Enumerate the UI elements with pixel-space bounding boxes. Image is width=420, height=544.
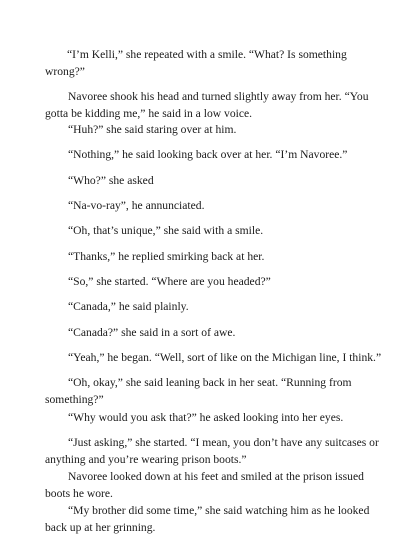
paragraph-7: “Oh, that’s unique,” she said with a smile. [68,224,264,237]
paragraph-1: “I’m Kelli,” she repeated with a smile. “What? Is something wrong?” [45,48,347,78]
paragraph-11: “Canada?” she said in a sort of awe. [68,326,236,339]
paragraph-3: “Huh?” she said staring over at him. [68,123,237,136]
paragraph-14: “Why would you ask that?” he asked looking into her eyes. [68,411,344,424]
paragraph-12: “Yeah,” he began. “Well, sort of like on the Michigan line, I think.” [68,351,382,364]
paragraph-9: “So,” she started. “Where are you headed?” [68,275,271,288]
paragraph-10: “Canada,” he said plainly. [68,300,189,313]
paragraph-17: “My brother did some time,” she said watching him as he looked back up at her grinning. [45,504,370,534]
paragraph-13: “Oh, okay,” she said leaning back in her seat. “Running from something?” [45,376,352,406]
paragraph-16: Navoree looked down at his feet and smiled at the prison issued boots he wore. [45,470,364,500]
paragraph-2: Navoree shook his head and turned slightly away from her. “You gotta be kidding me,” he said in a low voice. [45,90,369,120]
paragraph-4: “Nothing,” he said looking back over at her. “I’m Navoree.” [68,148,348,161]
paragraph-15: “Just asking,” she started. “I mean, you don’t have any suitcases or anything and you’re wearing prison boots.” [45,436,379,466]
paragraph-8: “Thanks,” he replied smirking back at her. [68,250,265,263]
paragraph-5: “Who?” she asked [68,174,154,187]
paragraph-6: “Na-vo-ray”, he annunciated. [68,199,205,212]
